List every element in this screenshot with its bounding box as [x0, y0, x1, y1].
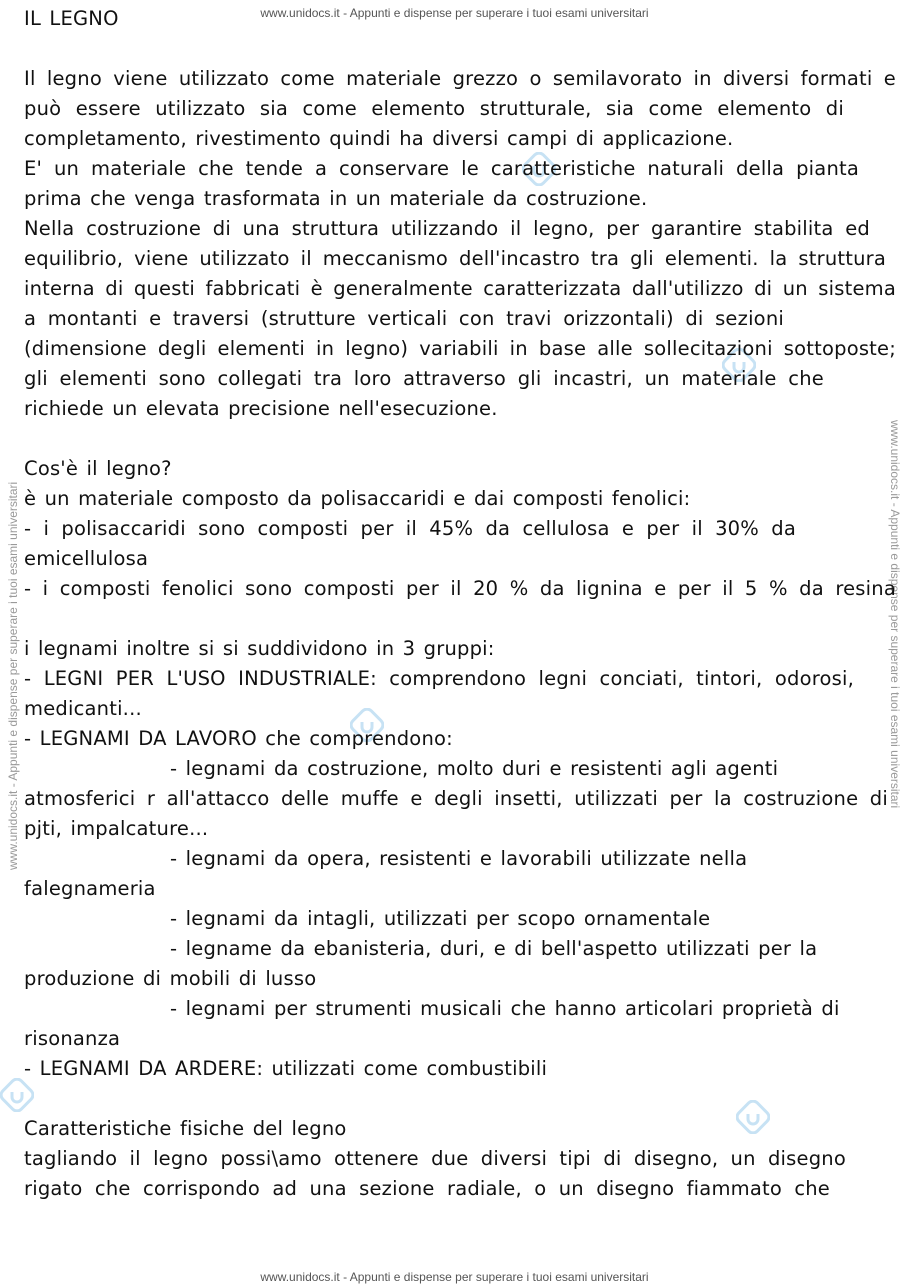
document-body — [24, 4, 904, 1204]
sub-list-item: - legnami per strumenti musicali che hanno articolari proprietà di — [170, 997, 840, 1020]
document-title: IL LEGNO — [24, 7, 119, 30]
intro-paragraph — [24, 64, 904, 424]
watermark-right: www.unidocs.it - Appunti e dispense per superare i tuoi esami universitari — [888, 420, 902, 809]
text-line: tagliando il legno possi\amo ottenere due diversi tipi di disegno, un disegno — [24, 1147, 846, 1170]
text-line: atmosferici r all'attacco delle muffe e degli insetti, utilizzati per la costruzione di — [24, 787, 888, 810]
list-item: - i composti fenolici sono composti per il 20 % da lignina e per il 5 % da resina — [24, 577, 896, 600]
list-item: - i polisaccaridi sono composti per il 45% da cellulosa e per il 30% da — [24, 517, 796, 540]
section-cose-il-legno — [24, 454, 904, 604]
sub-list-item: - legnami da intagli, utilizzati per scopo ornamentale — [170, 907, 711, 930]
sub-list-item: - legnami da costruzione, molto duri e resistenti agli agenti — [170, 757, 779, 780]
section-caratteristiche-fisiche — [24, 1114, 904, 1204]
section-gruppi — [24, 634, 904, 1084]
text-line: Nella costruzione di una struttura utilizzando il legno, per garantire stabilita ed — [24, 217, 870, 240]
text-line: rigato che corrispondo ad una sezione radiale, o un disegno fiammato che — [24, 1177, 830, 1200]
text-line: prima che venga trasformata in un materiale da costruzione. — [24, 187, 648, 210]
sub-list-item: - legname da ebanisteria, duri, e di bell'aspetto utilizzati per la — [170, 937, 818, 960]
text-line: produzione di mobili di lusso — [24, 967, 317, 990]
text-line: a montanti e traversi (strutture verticali con travi orizzontali) di sezioni — [24, 307, 784, 330]
text-line: richiede un elevata precisione nell'esecuzione. — [24, 397, 498, 420]
section-heading: Cos'è il legno? — [24, 457, 172, 480]
text-line: falegnameria — [24, 877, 156, 900]
list-item: - LEGNAMI DA ARDERE: utilizzati come combustibili — [24, 1057, 548, 1080]
text-line: è un materiale composto da polisaccaridi e dai composti fenolici: — [24, 487, 691, 510]
watermark-header: www.unidocs.it - Appunti e dispense per superare i tuoi esami universitari — [260, 6, 649, 20]
text-line: interna di questi fabbricati è generalmente caratterizzata dall'utilizzo di un sistema — [24, 277, 896, 300]
text-line: Il legno viene utilizzato come materiale grezzo o semilavorato in diversi formati e — [24, 67, 896, 90]
text-line: può essere utilizzato sia come elemento strutturale, sia come elemento di — [24, 97, 844, 120]
watermark-footer: www.unidocs.it - Appunti e dispense per superare i tuoi esami universitari — [260, 1270, 649, 1284]
text-line: equilibrio, viene utilizzato il meccanismo dell'incastro tra gli elementi. la struttura — [24, 247, 886, 270]
text-line: completamento, rivestimento quindi ha diversi campi di applicazione. — [24, 127, 734, 150]
watermark-left: www.unidocs.it - Appunti e dispense per superare i tuoi esami universitari — [6, 481, 20, 870]
text-line: risonanza — [24, 1027, 121, 1050]
text-line: E' un materiale che tende a conservare le caratteristiche naturali della pianta — [24, 157, 859, 180]
text-line: i legnami inoltre si si suddividono in 3 gruppi: — [24, 637, 495, 660]
section-heading: Caratteristiche fisiche del legno — [24, 1117, 347, 1140]
text-line: pjti, impalcature... — [24, 817, 209, 840]
text-line: medicanti... — [24, 697, 142, 720]
list-item: - LEGNAMI DA LAVORO che comprendono: — [24, 727, 453, 750]
text-line: (dimensione degli elementi in legno) variabili in base alle sollecitazioni sottoposte; — [24, 337, 896, 360]
sub-list-item: - legnami da opera, resistenti e lavorabili utilizzate nella — [170, 847, 748, 870]
text-line: gli elementi sono collegati tra loro attraverso gli incastri, un materiale che — [24, 367, 824, 390]
text-line: emicellulosa — [24, 547, 149, 570]
list-item: - LEGNI PER L'USO INDUSTRIALE: comprendono legni conciati, tintori, odorosi, — [24, 667, 854, 690]
